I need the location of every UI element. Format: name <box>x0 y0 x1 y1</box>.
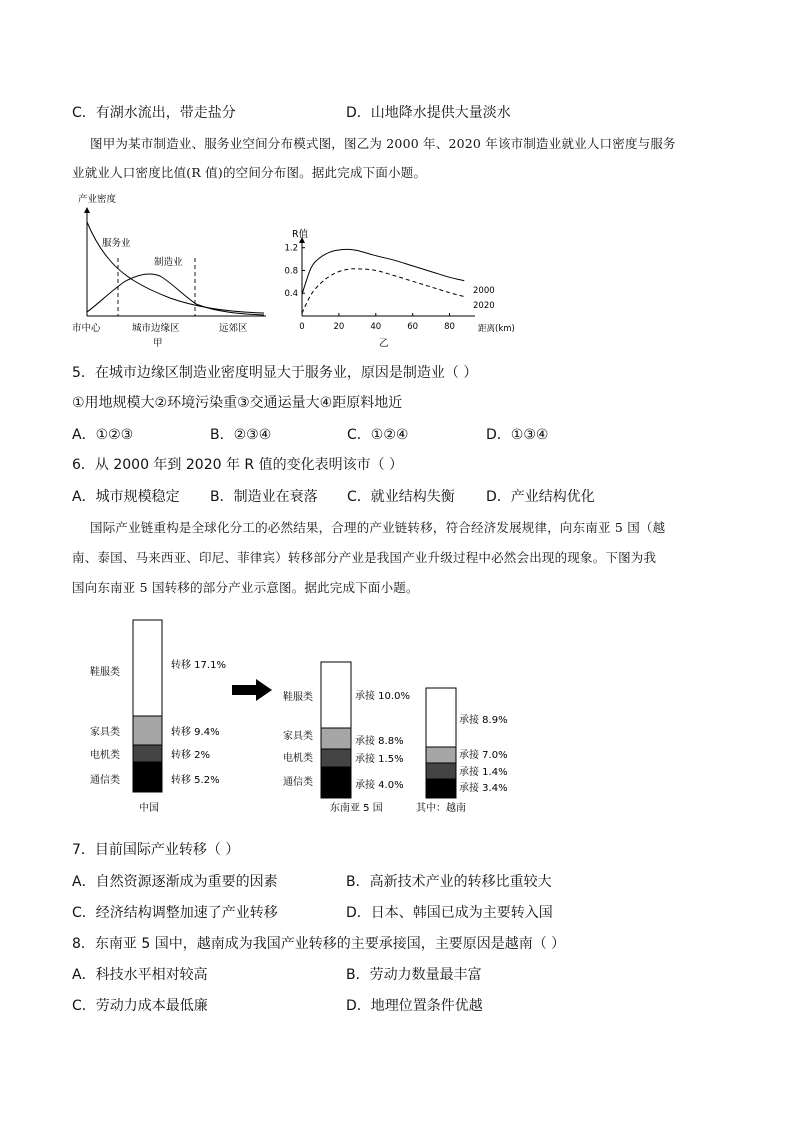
q5-items: ①用地规模大②环境污染重③交通运量大④距原料地近 <box>72 395 403 411</box>
passage1-line1: 图甲为某市制造业、服务业空间分布模式图，图乙为 2000 年、2020 年该市制造业就业人口密度与服务 <box>90 136 676 151</box>
q4-option-c: C．有湖水流出，带走盐分 <box>72 105 236 121</box>
q5-option-d: D．①③④ <box>486 427 549 443</box>
figure-industry-transfer <box>80 612 520 822</box>
yi-caption: 乙 <box>379 338 389 349</box>
passage2-line1: 国际产业链重构是全球化分工的必然结果，合理的产业链转移，符合经济发展规律，向东南亚 5 国（越 <box>90 520 666 535</box>
china-label-motor: 转移 2% <box>171 750 211 761</box>
jia-y-label: 产业密度 <box>78 194 117 205</box>
sea-cat-motor: 电机类 <box>283 753 313 764</box>
yi-x-tick-label: 40 <box>370 322 382 332</box>
vn-caption: 其中：越南 <box>416 803 466 814</box>
china-bar-motor <box>133 745 162 762</box>
sea-bar-motor <box>321 749 351 767</box>
sea-label-comm: 承接 4.0% <box>355 780 404 791</box>
sea-caption: 东南亚 5 国 <box>330 803 383 814</box>
q8-option-c: C．劳动力成本最低廉 <box>72 998 208 1014</box>
q6-option-a: A．城市规模稳定 <box>72 489 180 505</box>
china-cat-shoes: 鞋服类 <box>90 667 120 678</box>
yi-y-tick-label: 1.2 <box>284 243 298 254</box>
jia-manufacturing-label: 制造业 <box>154 257 183 268</box>
jia-x-far: 远郊区 <box>219 323 248 334</box>
yi-x-tick-label: 0 <box>299 322 305 332</box>
china-cat-furniture: 家具类 <box>90 727 120 738</box>
jia-manufacturing-curve <box>87 274 264 315</box>
china-label-comm: 转移 5.2% <box>171 775 220 786</box>
sea-cat-comm: 通信类 <box>283 777 313 788</box>
sea-label-motor: 承接 1.5% <box>355 754 404 765</box>
yi-legend-2000: 2000 <box>473 286 495 296</box>
vn-bar-furniture <box>426 747 456 763</box>
china-cat-comm: 通信类 <box>90 775 120 786</box>
sea-cat-shoes: 鞋服类 <box>283 692 313 703</box>
china-bar-comm <box>133 762 162 792</box>
sea-bar-furniture <box>321 728 351 749</box>
q6-option-b: B．制造业在衰落 <box>210 489 318 505</box>
vn-label-furniture: 承接 7.0% <box>459 750 508 761</box>
q7-stem: 7．目前国际产业转移（ ） <box>72 842 240 858</box>
q6-option-d: D．产业结构优化 <box>486 489 595 505</box>
q6-option-c: C．就业结构失衡 <box>347 489 455 505</box>
passage1-line2: 业就业人口密度比值(R 值)的空间分布图。据此完成下面小题。 <box>72 165 427 180</box>
q7-option-a: A．自然资源逐渐成为重要的因素 <box>72 874 278 890</box>
figure-jia <box>70 188 270 348</box>
china-label-furniture: 转移 9.4% <box>171 727 220 738</box>
yi-x-tick-label: 20 <box>333 322 345 332</box>
yi-y-label: R值 <box>292 229 309 240</box>
sea-bar-comm <box>321 767 351 798</box>
q7-option-b: B．高新技术产业的转移比重较大 <box>346 874 552 890</box>
vn-label-shoes: 承接 8.9% <box>459 715 508 726</box>
q7-option-c: C．经济结构调整加速了产业转移 <box>72 905 278 921</box>
figure-yi <box>280 224 530 350</box>
china-bar-furniture <box>133 716 162 745</box>
sea-label-shoes: 承接 10.0% <box>355 691 410 702</box>
sea-cat-furniture: 家具类 <box>283 731 313 742</box>
q8-option-a: A．科技水平相对较高 <box>72 967 208 983</box>
china-caption: 中国 <box>139 803 159 814</box>
yi-series-2020-line <box>302 269 464 313</box>
yi-legend-2020: 2020 <box>473 301 495 311</box>
passage2-line2: 南、泰国、马来西亚、印尼、菲律宾）转移部分产业是我国产业升级过程中必然会出现的现象。下图为我 <box>72 550 657 565</box>
q6-stem: 6．从 2000 年到 2020 年 R 值的变化表明该市（ ） <box>72 457 404 473</box>
vn-bar-comm <box>426 779 456 798</box>
q5-option-c: C．①②④ <box>347 427 409 443</box>
yi-x-label: 距离(km) <box>478 324 515 334</box>
china-cat-motor: 电机类 <box>90 750 120 761</box>
vn-label-motor: 承接 1.4% <box>459 767 508 778</box>
yi-series-2000-line <box>302 249 464 294</box>
vn-bar-shoes <box>426 688 456 747</box>
yi-y-tick-label: 0.4 <box>284 289 298 300</box>
china-label-shoes: 转移 17.1% <box>171 660 226 671</box>
vn-label-comm: 承接 3.4% <box>459 783 508 794</box>
q4-option-d: D．山地降水提供大量淡水 <box>346 105 511 121</box>
q5-option-a: A．①②③ <box>72 427 134 443</box>
jia-x-center: 市中心 <box>72 323 101 334</box>
china-bar-shoes <box>133 620 162 716</box>
jia-caption: 甲 <box>153 338 163 348</box>
yi-y-tick-label: 0.8 <box>284 266 298 277</box>
q7-option-d: D．日本、韩国已成为主要转入国 <box>346 905 553 921</box>
yi-x-tick-label: 80 <box>444 322 455 332</box>
q8-stem: 8．东南亚 5 国中，越南成为我国产业转移的主要承接国，主要原因是越南（ ） <box>72 936 566 952</box>
q8-option-d: D．地理位置条件优越 <box>346 998 483 1014</box>
yi-x-tick-label: 60 <box>407 322 419 332</box>
q8-option-b: B．劳动力数量最丰富 <box>346 967 482 983</box>
vn-bar-motor <box>426 763 456 779</box>
q5-stem: 5．在城市边缘区制造业密度明显大于服务业，原因是制造业（ ） <box>72 365 478 381</box>
sea-bar-shoes <box>321 662 351 728</box>
passage2-line3: 国向东南亚 5 国转移的部分产业示意图。据此完成下面小题。 <box>72 580 419 595</box>
sea-label-furniture: 承接 8.8% <box>355 736 404 747</box>
jia-x-edge: 城市边缘区 <box>132 323 180 334</box>
jia-service-label: 服务业 <box>102 238 131 249</box>
transfer-arrow-icon <box>232 679 272 701</box>
q5-option-b: B．②③④ <box>210 427 272 443</box>
